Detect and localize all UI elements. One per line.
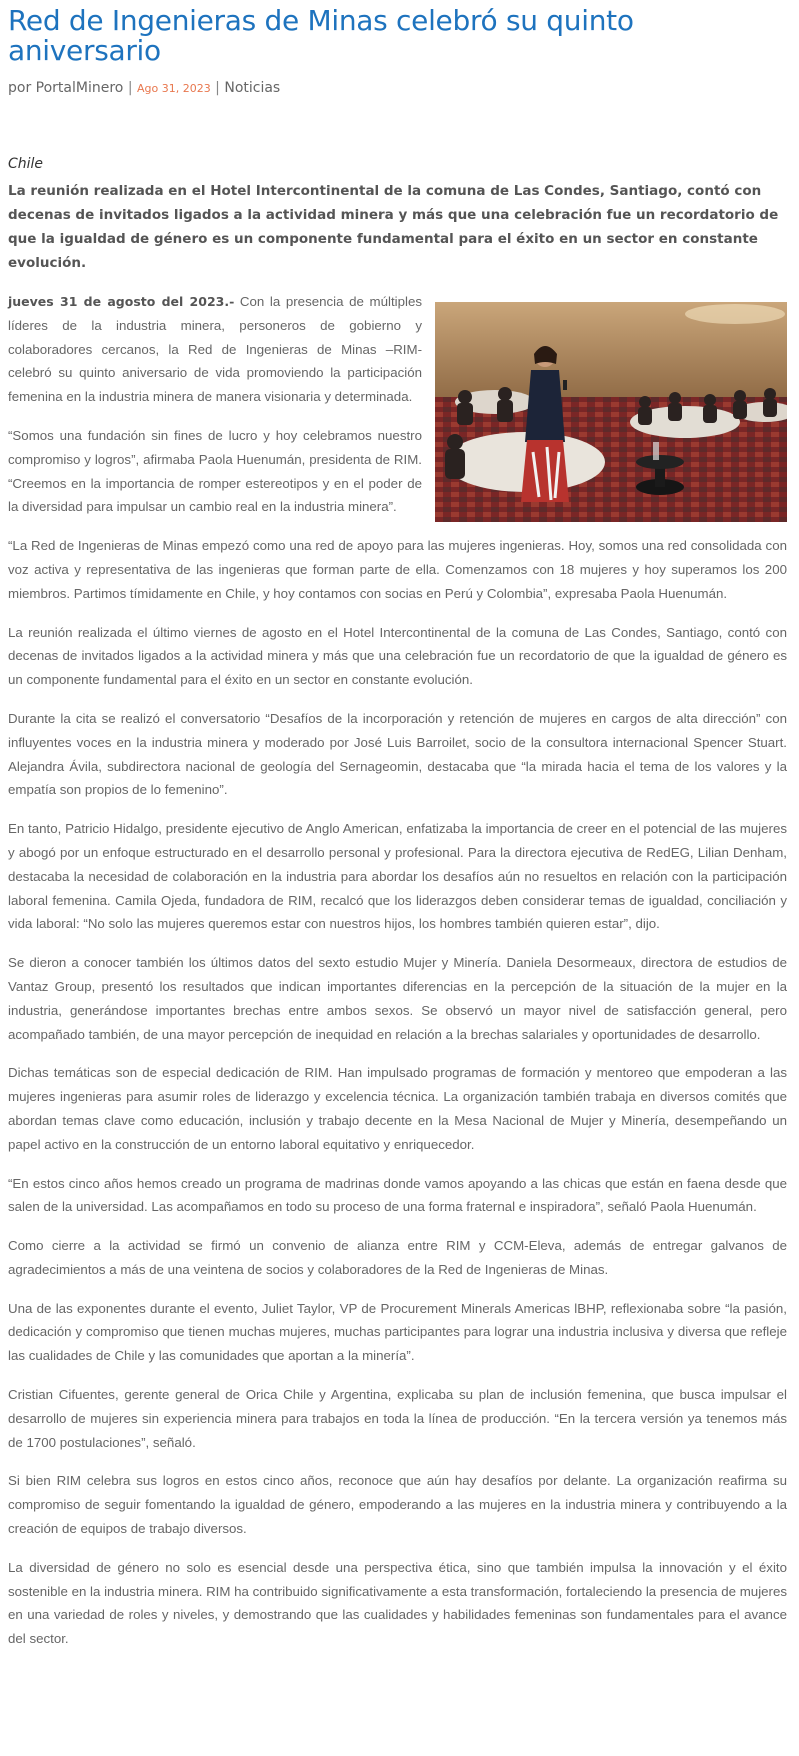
meta-by: por — [8, 80, 32, 96]
paragraph-10: Como cierre a la actividad se firmó un convenio de alianza entre RIM y CCM-Eleva, además de entregar galvanos de agradecimientos a más de una veintena de socios y colaboradores de la Red de Ingenieras de Minas. — [8, 1238, 787, 1277]
article-lead: La reunión realizada en el Hotel Intercontinental de la comuna de Las Condes, Santiago, contó con decenas de invitados ligados a la actividad minera y más que una celebración fue un recordatorio de que la igualdad de género es un componente fundamental para el éxito en un sector en constante evolución. — [8, 183, 779, 271]
author-link[interactable]: PortalMinero — [35, 80, 124, 96]
paragraph-6: En tanto, Patricio Hidalgo, presidente ejecutivo de Anglo American, enfatizaba la importancia de creer en el potencial de las mujeres y abogó por un enfoque estructurado en el desarrollo personal y profesional. Para la directora ejecutiva de RedEG, Lilian Denham, destacaba la necesidad de colaboración en la industria para abordar los desafíos aún no resueltos en relación con la participación laboral femenina. Camila Ojeda, fundadora de RIM, recalcó que los liderazgos deben considerar temas de igualdad, conciliación y vida laboral: “No solo las mujeres queremos estar con nuestros hijos, los hombres también quieren estar”, dijo. — [8, 821, 787, 932]
paragraph-2: “Somos una fundación sin fines de lucro y hoy celebramos nuestro compromiso y logros”, afirmaba Paola Huenumán, presidenta de RIM. “Creemos en la importancia de romper estereotipos y en el poder de la diversidad para impulsar un cambio real en la industria minera”. — [8, 427, 422, 515]
article-title: Red de Ingenieras de Minas celebró su quinto aniversario — [8, 4, 634, 67]
article-body — [8, 290, 787, 1651]
article — [8, 0, 787, 1666]
meta-separator-2: | — [215, 80, 220, 96]
paragraph-9: “En estos cinco años hemos creado un programa de madrinas donde vamos apoyando a las chicas que están en faena desde que salen de la universidad. Las acompañamos en todo su proceso de una forma fraternal e inspiradora”, señaló Paola Huenumán. — [8, 1175, 787, 1215]
paragraph-5: Durante la cita se realizó el conversatorio “Desafíos de la incorporación y retención de mujeres en cargos de alta dirección” con influyentes voces en la industria minera y moderado por José Luis Barroilet, socio de la consultora internacional Spencer Stuart. Alejandra Ávila, subdirectora nacional de geología del Sernageomin, destacaba que “la mirada hacia el tema de los valores y la empatía son propios de lo femenino”. — [8, 710, 787, 798]
event-photo — [435, 302, 787, 522]
paragraph-8: Dichas temáticas son de especial dedicación de RIM. Han impulsado programas de formación y mentoreo que empoderan a las mujeres ingenieras para asumir roles de liderazgo y excelencia técnica. La organización también trabaja en diversos comités que abordan temas clave como educación, inclusión y trabajo decente en la Mesa Nacional de Mujer y Minería, desempeñando un papel activo en la construcción de un entorno laboral equitativo y enriquecedor. — [8, 1065, 787, 1152]
article-meta — [8, 78, 787, 99]
meta-separator-1: | — [127, 80, 133, 96]
country-label: Chile — [8, 156, 44, 172]
paragraph-3: “La Red de Ingenieras de Minas empezó como una red de apoyo para las mujeres ingenieras. Hoy, somos una red consolidada con voz activa y representativa de las ingenieras que forman parte de ella. Comenzamos con 18 mujeres y hoy superamos los 200 miembros. Partimos tímidamente en Chile, y hoy contamos con socias en Perú y Colombia”, expresaba Paola Huenumán. — [8, 538, 787, 601]
paragraph-14: La diversidad de género no solo es esencial desde una perspectiva ética, sino que también impulsa la innovación y el éxito sostenible en la industria minera. RIM ha contribuido significativamente a esta transformación, fortaleciendo la presencia de mujeres en una variedad de roles y niveles, y demostrando que las cualidades y habilidades femeninas son fundamentales para el avance del sector. — [8, 1559, 788, 1647]
paragraph-4: La reunión realizada el último viernes de agosto en el Hotel Intercontinental de la comuna de Las Condes, Santiago, contó con decenas de invitados ligados a la actividad minera y más que una celebración fue un recordatorio de que la igualdad de género es un componente fundamental para el éxito en un sector en constante evolución. — [8, 624, 787, 688]
paragraph-7: Se dieron a conocer también los últimos datos del sexto estudio Mujer y Minería. Daniela Desormeaux, directora de estudios de Vantaz Group, presentó los resultados que indican importantes diferencias en la percepción de la situación de la mujer en la industria, generándose importantes brechas entre ambos sexos. Se observó un mayor nivel de satisfacción general, pero acompañado también, de una mayor percepción de inequidad en relación a la brechas salariales y oportunidades de desarrollo. — [8, 955, 787, 1042]
paragraph-1-text: Con la presencia de múltiples líderes de la industria minera, personeros de gobierno y colaboradores cercanos, la Red de Ingenieras de Minas –RIM- celebró su quinto aniversario de vida promoviendo la participación femenina en la industria minera de manera visionaria y determinada. — [8, 294, 422, 405]
publish-date: Ago 31, 2023 — [137, 82, 211, 95]
category-link[interactable]: Noticias — [224, 80, 281, 96]
paragraph-13: Si bien RIM celebra sus logros en estos cinco años, reconoce que aún hay desafíos por delante. La organización reafirma su compromiso de seguir fomentando la igualdad de género, empoderando a las mujeres en la industria minera y contribuyendo a la creación de equipos de trabajo diversos. — [8, 1473, 787, 1537]
dateline: jueves 31 de agosto del 2023.- — [8, 294, 235, 309]
paragraph-12: Cristian Cifuentes, gerente general de Orica Chile y Argentina, explicaba su plan de inclusión femenina, que busca impulsar el desarrollo de mujeres sin experiencia minera para trabajos en toda la línea de producción. “En la tercera versión ya tenemos más de 1700 postulaciones”, señaló. — [8, 1387, 787, 1450]
event-photo-illustration — [435, 302, 787, 522]
paragraph-11: Una de las exponentes durante el evento, Juliet Taylor, VP de Procurement Minerals Americas lBHP, reflexionaba sobre “la pasión, dedicación y compromiso que tienen muchas mujeres, muchas participantes para lograr una industria inclusiva y diversa que refleje las cualidades de Chile y las comunidades que aportan a la minería”. — [8, 1300, 787, 1364]
